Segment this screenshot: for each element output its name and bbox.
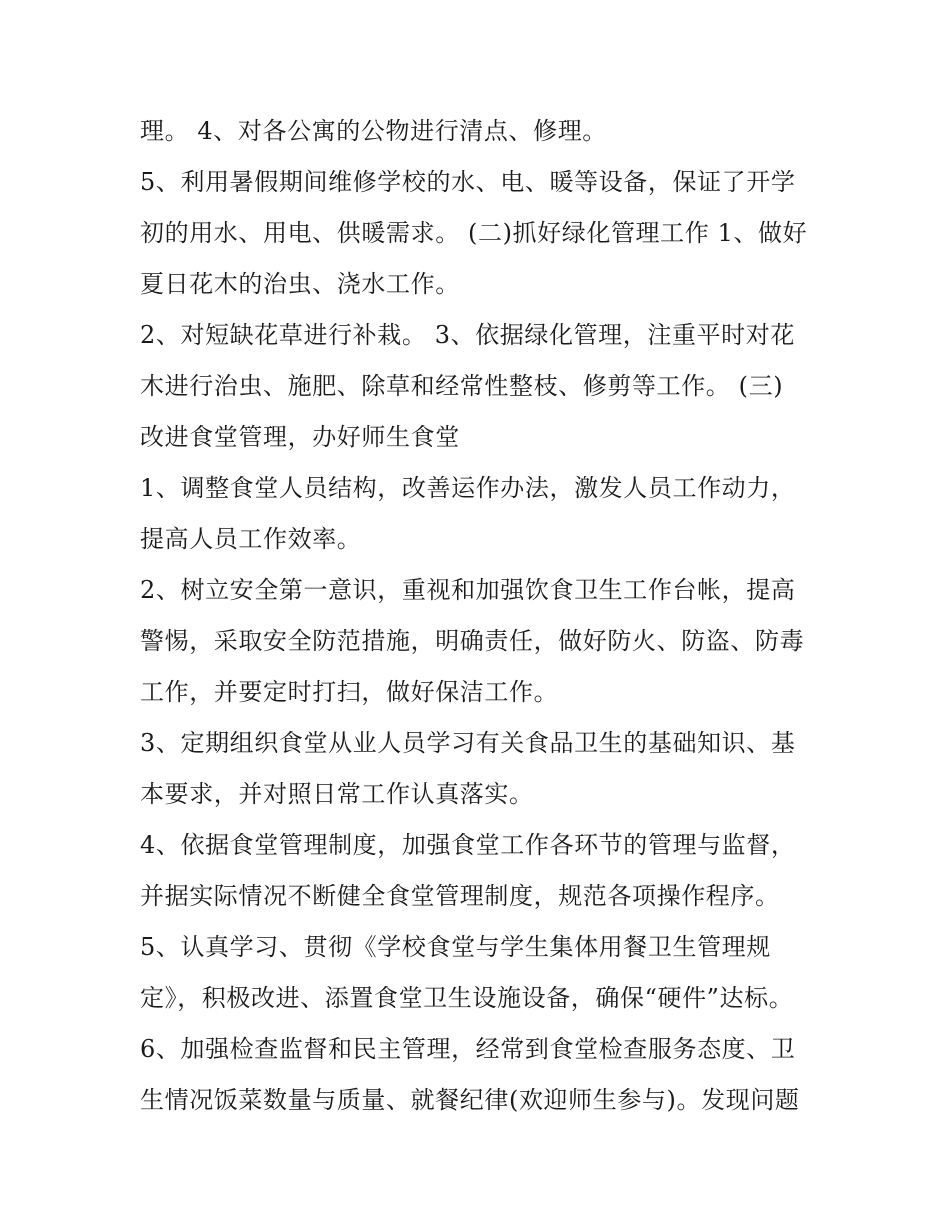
text-line: 本要求，并对照日常工作认真落实。 — [140, 780, 534, 808]
text-line: 提高人员工作效率。 — [140, 525, 362, 553]
text-line: 2、对短缺花草进行补栽。 3、依据绿化管理，注重平时对花 — [140, 321, 795, 349]
text-line: 4、依据食堂管理制度，加强食堂工作各环节的管理与监督， — [140, 831, 796, 859]
text-line: 5、利用暑假期间维修学校的水、电、暖等设备，保证了开学 — [140, 168, 796, 196]
text-line: 定》，积极改进、添置食堂卫生设施设备，确保“硬件”达标。 — [140, 984, 794, 1012]
text-line: 1、调整食堂人员结构，改善运作办法，激发人员工作动力， — [140, 474, 796, 502]
text-line: 警惕，采取安全防范措施，明确责任，做好防火、防盗、防毒 — [140, 627, 805, 655]
body-text — [140, 106, 820, 1126]
text-line: 工作，并要定时打扫，做好保洁工作。 — [140, 678, 559, 706]
text-line: 改进食堂管理，办好师生食堂 — [140, 423, 460, 451]
text-line: 初的用水、用电、供暖需求。 (二)抓好绿化管理工作 1、做好 — [140, 219, 808, 247]
text-line: 5、认真学习、贯彻《学校食堂与学生集体用餐卫生管理规 — [140, 933, 771, 961]
text-line: 6、加强检查监督和民主管理，经常到食堂检查服务态度、卫 — [140, 1035, 796, 1063]
text-line: 理。 4、对各公寓的公物进行清点、修理。 — [140, 117, 607, 145]
text-line: 2、树立安全第一意识，重视和加强饮食卫生工作台帐，提高 — [140, 576, 796, 604]
text-line: 并据实际情况不断健全食堂管理制度，规范各项操作程序。 — [140, 882, 780, 910]
text-line: 3、定期组织食堂从业人员学习有关食品卫生的基础知识、基 — [140, 729, 796, 757]
text-line: 生情况饭菜数量与质量、就餐纪律(欢迎师生参与)。发现问题 — [140, 1086, 800, 1114]
text-line: 木进行治虫、施肥、除草和经常性整枝、修剪等工作。 (三) — [140, 372, 784, 400]
text-line: 夏日花木的治虫、浇水工作。 — [140, 270, 460, 298]
